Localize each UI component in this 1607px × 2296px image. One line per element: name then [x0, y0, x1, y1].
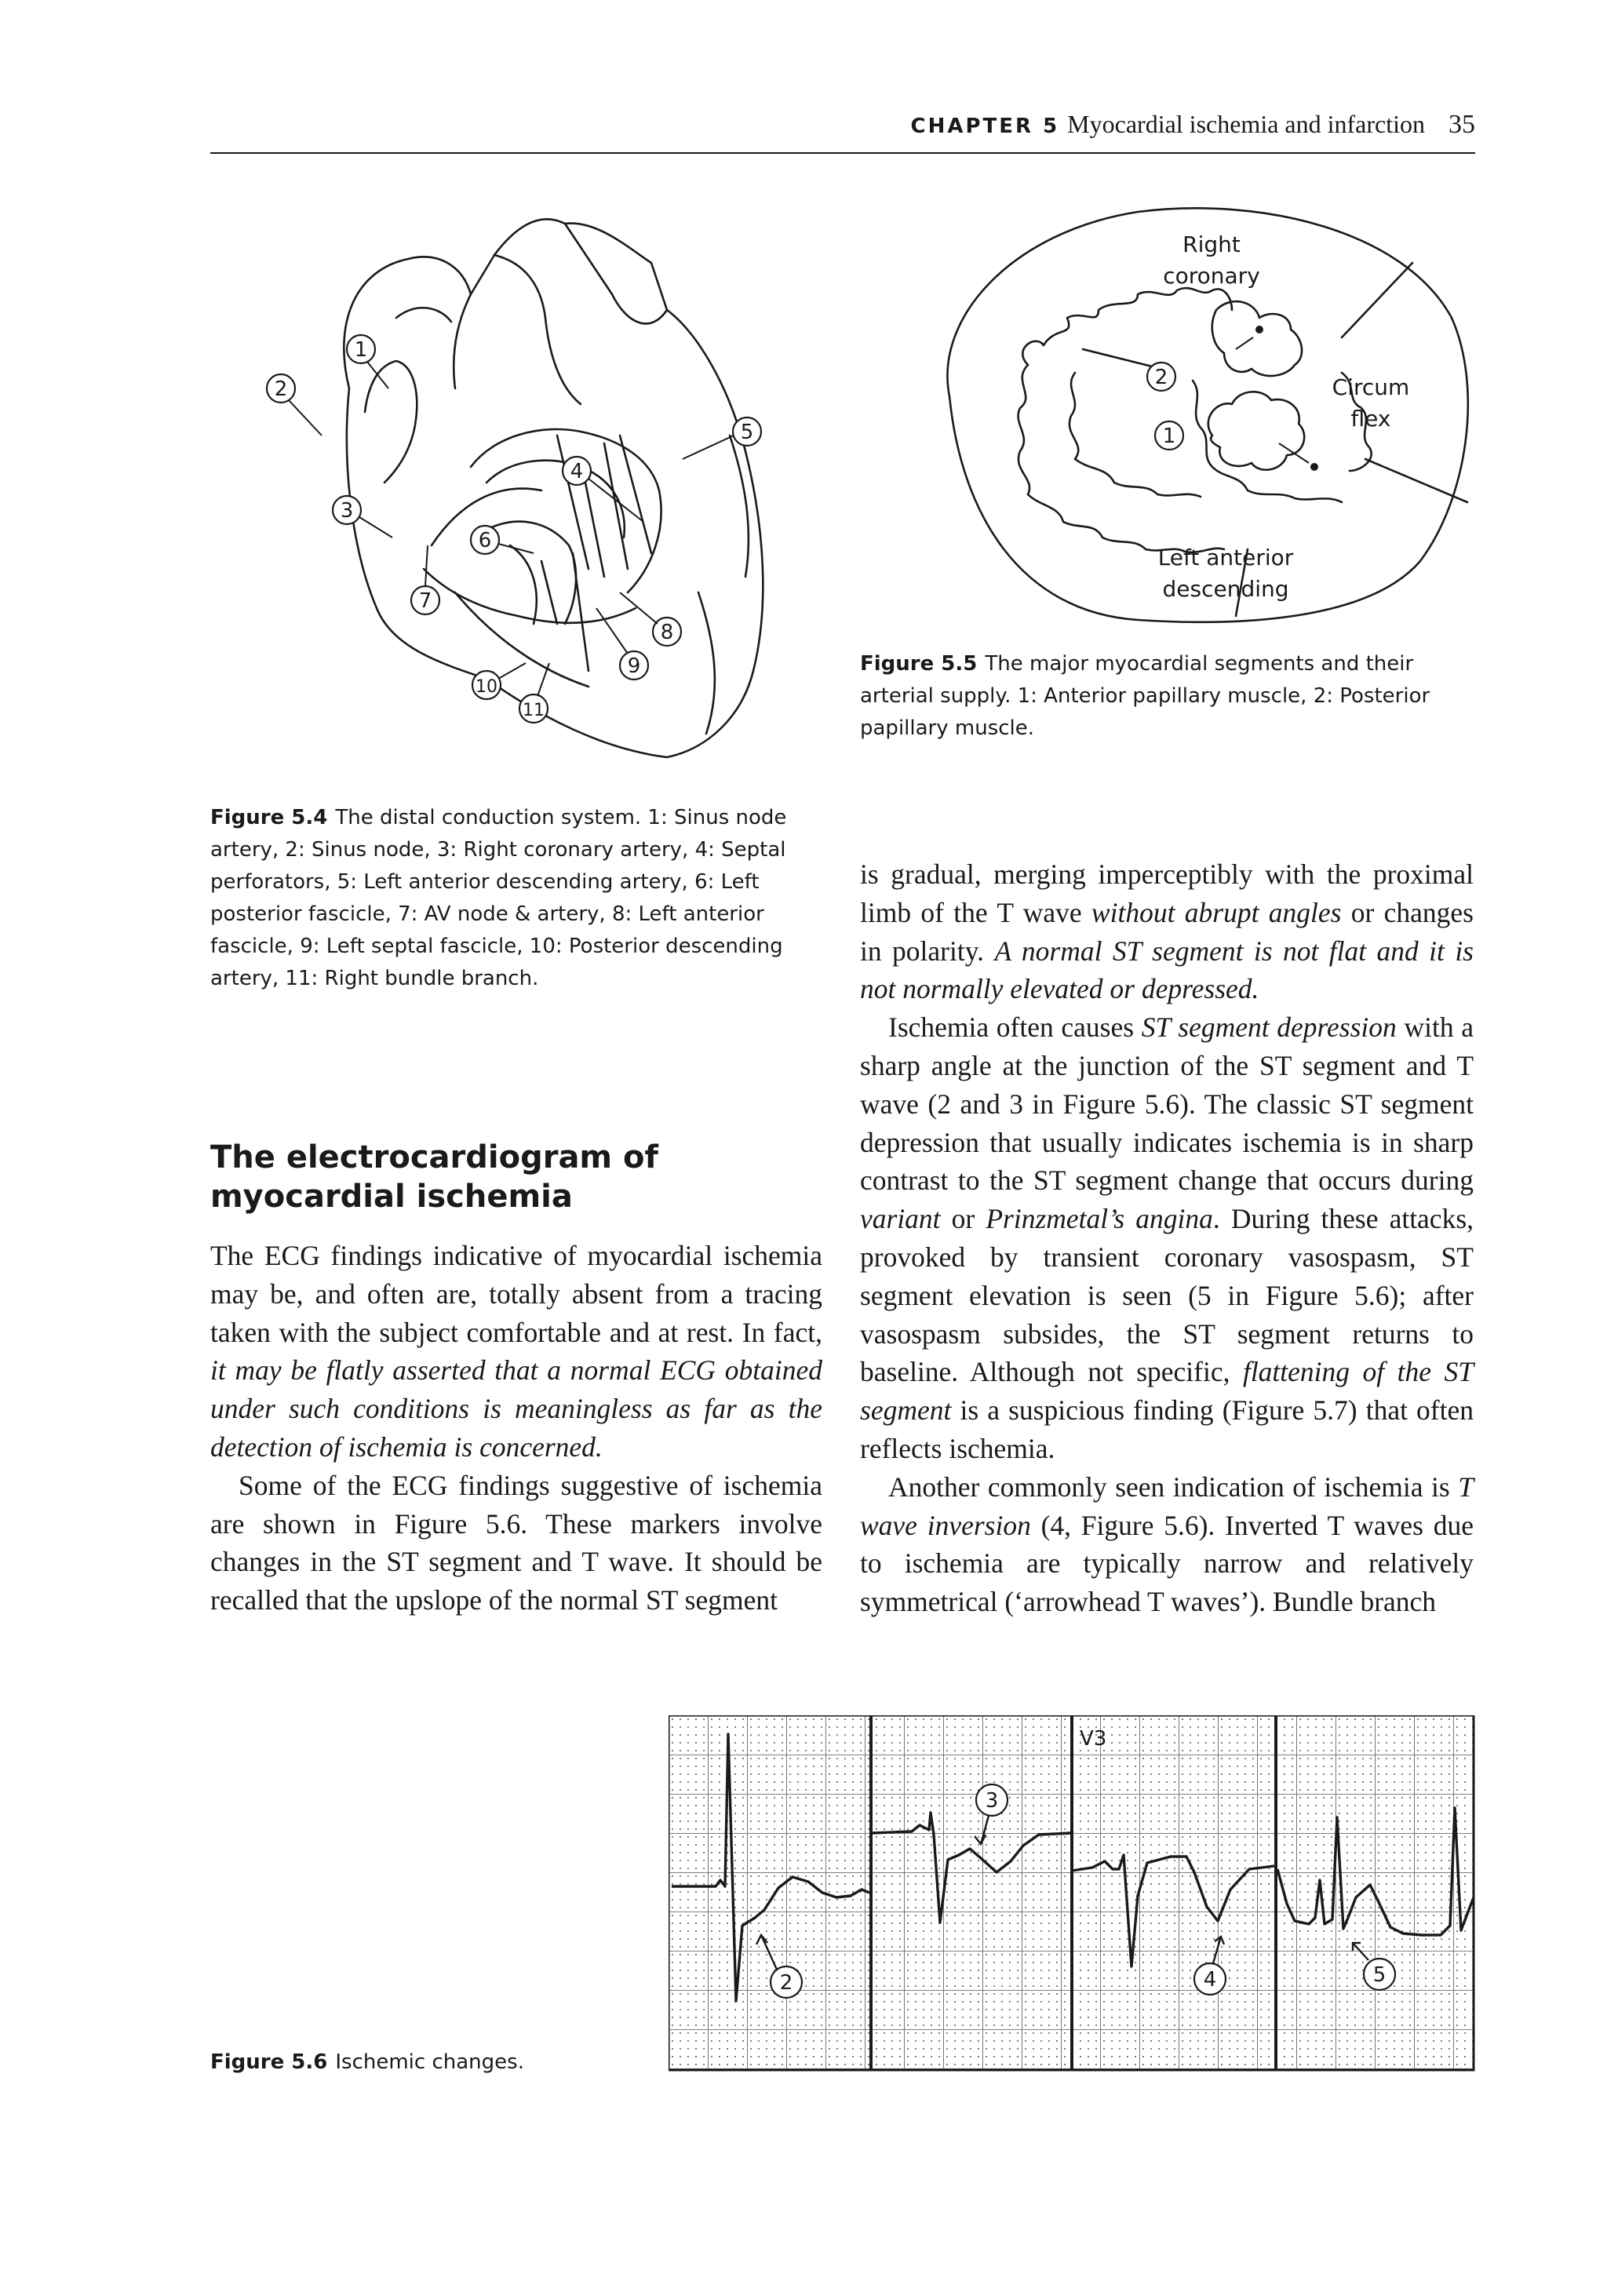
marker-2-posterior: 2 [1154, 366, 1168, 389]
figure-5-5-caption-text: The major myocardial segments and their arterial supply. 1: Anterior papillary muscle, 2: Posterior papillary muscle. [860, 652, 1430, 740]
figure-5-6-ecg-strip [669, 1715, 1477, 2073]
label-lad-1: Left anterior [1157, 545, 1294, 570]
label-right-coronary-2: coronary [1163, 263, 1260, 289]
marker-10: 10 [476, 677, 497, 697]
figure-5-4-heart-diagram [259, 200, 793, 773]
label-circumflex-1: Circum [1332, 374, 1410, 400]
label-right-coronary-1: Right [1182, 231, 1241, 257]
figure-5-4-caption-label: Figure 5.4 [210, 806, 328, 829]
figure-5-6-caption [210, 2046, 603, 2079]
figure-5-4-caption-text: The distal conduction system. 1: Sinus node artery, 2: Sinus node, 3: Right coronary artery, 4: Septal perforators, 5: Left anterior descending artery, 6: Left posterior fascicle, 7: AV node & artery, 8: Left anterior fascicle, 9: Left septal fascicle, 10: Posterior descending artery, 11: Right bundle branch. [210, 806, 787, 990]
figure-5-5-caption-label: Figure 5.5 [860, 652, 978, 676]
section-heading-line-2: myocardial ischemia [210, 1179, 573, 1215]
marker-11: 11 [523, 701, 545, 720]
running-header [210, 108, 1475, 148]
ecg-marker-2: 2 [779, 1971, 793, 1995]
marker-3: 3 [340, 499, 354, 523]
left-paragraph-1: The ECG findings indicative of myocardial ischemia may be, and often are, totally absent from a tracing taken with the subject comfortable and at rest. In fact, it may be flatly asserted that a normal ECG obtained under such conditions is meaningless as far as the detection of ischemia is concerned. [210, 1240, 822, 1463]
figure-5-5-caption [860, 648, 1480, 745]
marker-2: 2 [274, 377, 288, 401]
figure-5-4-caption [210, 802, 791, 995]
marker-1: 1 [354, 338, 368, 362]
right-paragraph-2: Ischemia often causes ST segment depression with a sharp angle at the junction of the ST segment and T wave (2 and 3 in Figure 5.6). The classic ST segment depression that usually indicates ischemia is in sharp contrast to the ST segment change that occurs during variant or Prinzmetal’s angina. During these attacks, provoked by transient coronary vasospasm, ST segment elevation is seen (5 in Figure 5.6); after vasospasm subsides, the ST segment returns to baseline. Although not specific, flattening of the ST segment is a suspicious finding (Figure 5.7) that often reflects ischemia. [860, 1011, 1474, 1464]
header-rule [210, 152, 1475, 154]
label-circumflex-2: flex [1350, 406, 1391, 432]
figure-5-6-caption-text: Ischemic changes. [335, 2050, 524, 2074]
marker-8: 8 [660, 621, 674, 644]
left-paragraph-2: Some of the ECG findings suggestive of ischemia are shown in Figure 5.6. These markers involve changes in the ST segment and T wave. It should be recalled that the upslope of the normal ST segment [210, 1469, 822, 1616]
marker-6: 6 [478, 529, 492, 552]
marker-7: 7 [418, 589, 432, 613]
ecg-marker-5: 5 [1372, 1963, 1387, 1987]
marker-4: 4 [570, 460, 584, 483]
marker-5: 5 [740, 421, 754, 444]
right-paragraph-3: Another commonly seen indication of ischemia is T wave inversion (4, Figure 5.6). Inverted T waves due to ischemia are typically narrow and relatively symmetrical (‘arrowhead T waves’). Bundle branch [860, 1471, 1474, 1618]
page-number: 35 [1448, 110, 1475, 139]
section-heading-line-1: The electrocardiogram of [210, 1139, 658, 1175]
ecg-marker-3: 3 [985, 1789, 999, 1813]
figure-5-6-caption-label: Figure 5.6 [210, 2050, 328, 2074]
lead-label: V3 [1080, 1727, 1107, 1751]
chapter-label: CHAPTER 5 [910, 115, 1060, 138]
left-column-text [210, 1237, 822, 1620]
right-column-text [860, 855, 1474, 1621]
ecg-marker-4: 4 [1203, 1968, 1217, 1992]
chapter-title: Myocardial ischemia and infarction [1067, 110, 1425, 138]
label-lad-2: descending [1162, 576, 1289, 602]
figure-5-5-segments-diagram [902, 200, 1483, 640]
marker-9: 9 [627, 654, 641, 678]
marker-1-anterior: 1 [1162, 425, 1176, 448]
right-paragraph-1: is gradual, merging imperceptibly with the proximal limb of the T wave without abrupt angles or changes in polarity. A normal ST segment is not flat and it is not normally elevated or depressed. [860, 858, 1474, 1005]
section-heading [210, 1138, 807, 1216]
